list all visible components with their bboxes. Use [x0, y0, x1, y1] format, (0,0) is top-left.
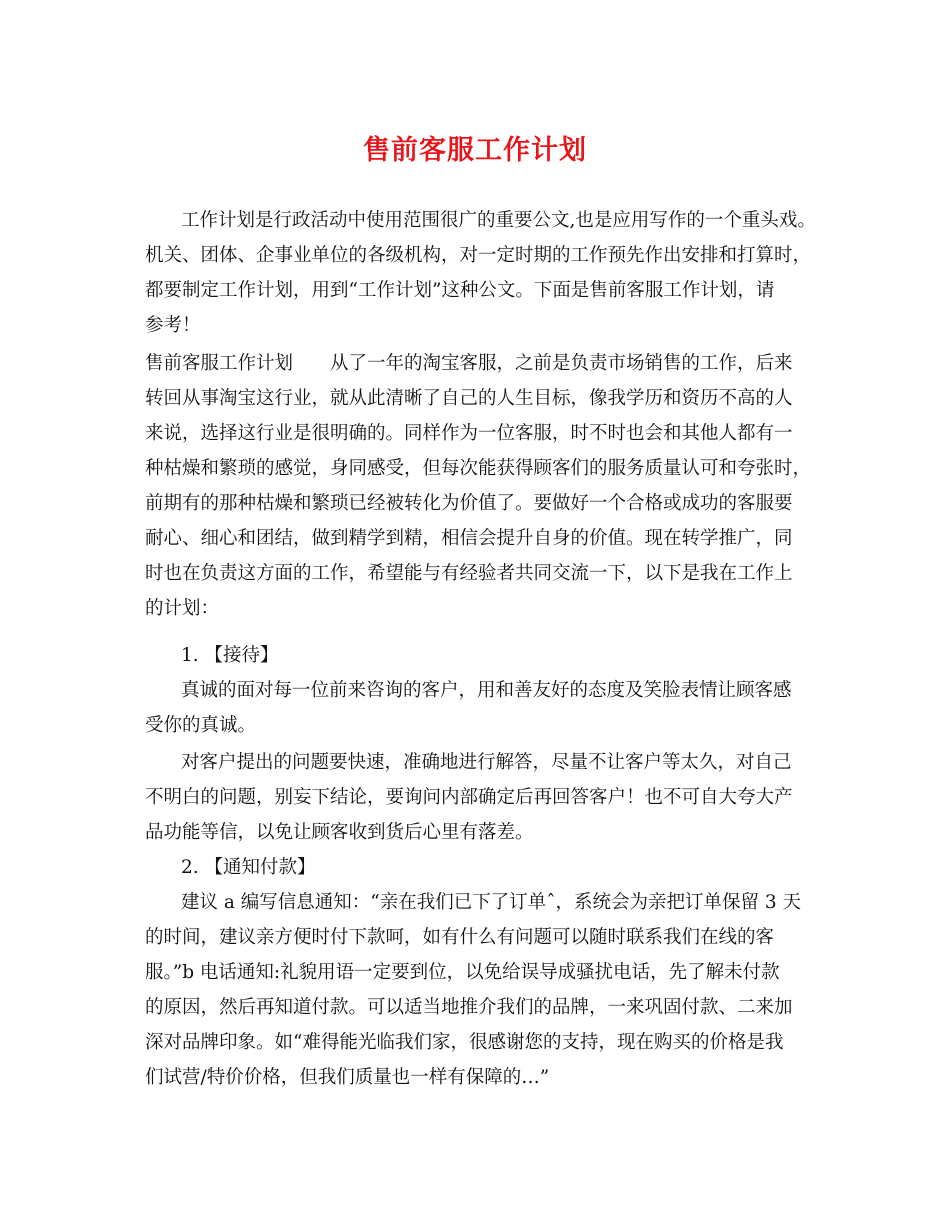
- paragraph-line: 来说，选择这行业是很明确的。同样作为一位客服，时不时也会和其他人都有一: [145, 423, 793, 444]
- paragraph-line: 参考！: [145, 315, 201, 336]
- paragraph-line: 的时间，建议亲方便时付下款呵，如有什么有问题可以随时联系我们在线的客: [145, 927, 775, 948]
- section-heading: 1. 【接待】: [181, 645, 279, 666]
- paragraph-line: 转回从事淘宝这行业，就从此清晰了自己的人生目标，像我学历和资历不高的人: [145, 388, 793, 409]
- paragraph-line: 机关、团体、企事业单位的各级机构，对一定时期的工作预先作出安排和打算时，: [145, 245, 812, 266]
- paragraph-line: 深对品牌印象。如“难得能光临我们家，很感谢您的支持，现在购买的价格是我: [145, 1032, 784, 1053]
- paragraph-line: 时也在负责这方面的工作，希望能与有经验者共同交流一下，以下是我在工作上: [145, 563, 793, 584]
- paragraph-line: 品功能等信，以免让顾客收到货后心里有落差。: [145, 822, 534, 843]
- document-title: 售前客服工作计划: [363, 135, 587, 166]
- paragraph-line: 的计划：: [145, 598, 220, 619]
- paragraph-line: 前期有的那种枯燥和繁琐已经被转化为价值了。要做好一个合格或成功的客服要: [145, 493, 793, 514]
- paragraph-line: 耐心、细心和团结，做到精学到精，相信会提升自身的价值。现在转学推广，同: [145, 528, 793, 549]
- paragraph-line: 受你的真诚。: [145, 715, 257, 736]
- paragraph-line: 种枯燥和繁琐的感觉，身同感受，但每次能获得顾客们的服务质量认可和夸张时，: [145, 458, 812, 479]
- paragraph-line: 真诚的面对每一位前来咨询的客户，用和善友好的态度及笑脸表情让顾客感: [181, 680, 792, 701]
- paragraph-line: 工作计划是行政活动中使用范围很广的重要公文,也是应用写作的一个重头戏。: [181, 210, 816, 231]
- paragraph-line: 们试营/特价价格，但我们质量也一样有保障的…”: [145, 1067, 550, 1088]
- paragraph-line: 建议 a 编写信息通知：“亲在我们已下了订单ˆ，系统会为亲把订单保留 3 天: [181, 892, 802, 913]
- paragraph-line: 的原因，然后再知道付款。可以适当地推介我们的品牌，一来巩固付款、二来加: [145, 997, 793, 1018]
- section-heading: 2. 【通知付款】: [181, 857, 316, 878]
- paragraph-line: 对客户提出的问题要快速，准确地进行解答，尽量不让客户等太久，对自己: [181, 752, 792, 773]
- paragraph-line: 不明白的问题，别妄下结论，要询问内部确定后再回答客户！也不可自大夸大产: [145, 787, 793, 808]
- paragraph-line: 服。”b 电话通知:礼貌用语一定要到位，以免给误导成骚扰电话，先了解未付款: [145, 962, 780, 983]
- paragraph-line: 都要制定工作计划，用到“工作计划”这种公文。下面是售前客服工作计划，请: [145, 280, 775, 301]
- paragraph-line: 售前客服工作计划 从了一年的淘宝客服，之前是负责市场销售的工作，后来: [145, 353, 793, 374]
